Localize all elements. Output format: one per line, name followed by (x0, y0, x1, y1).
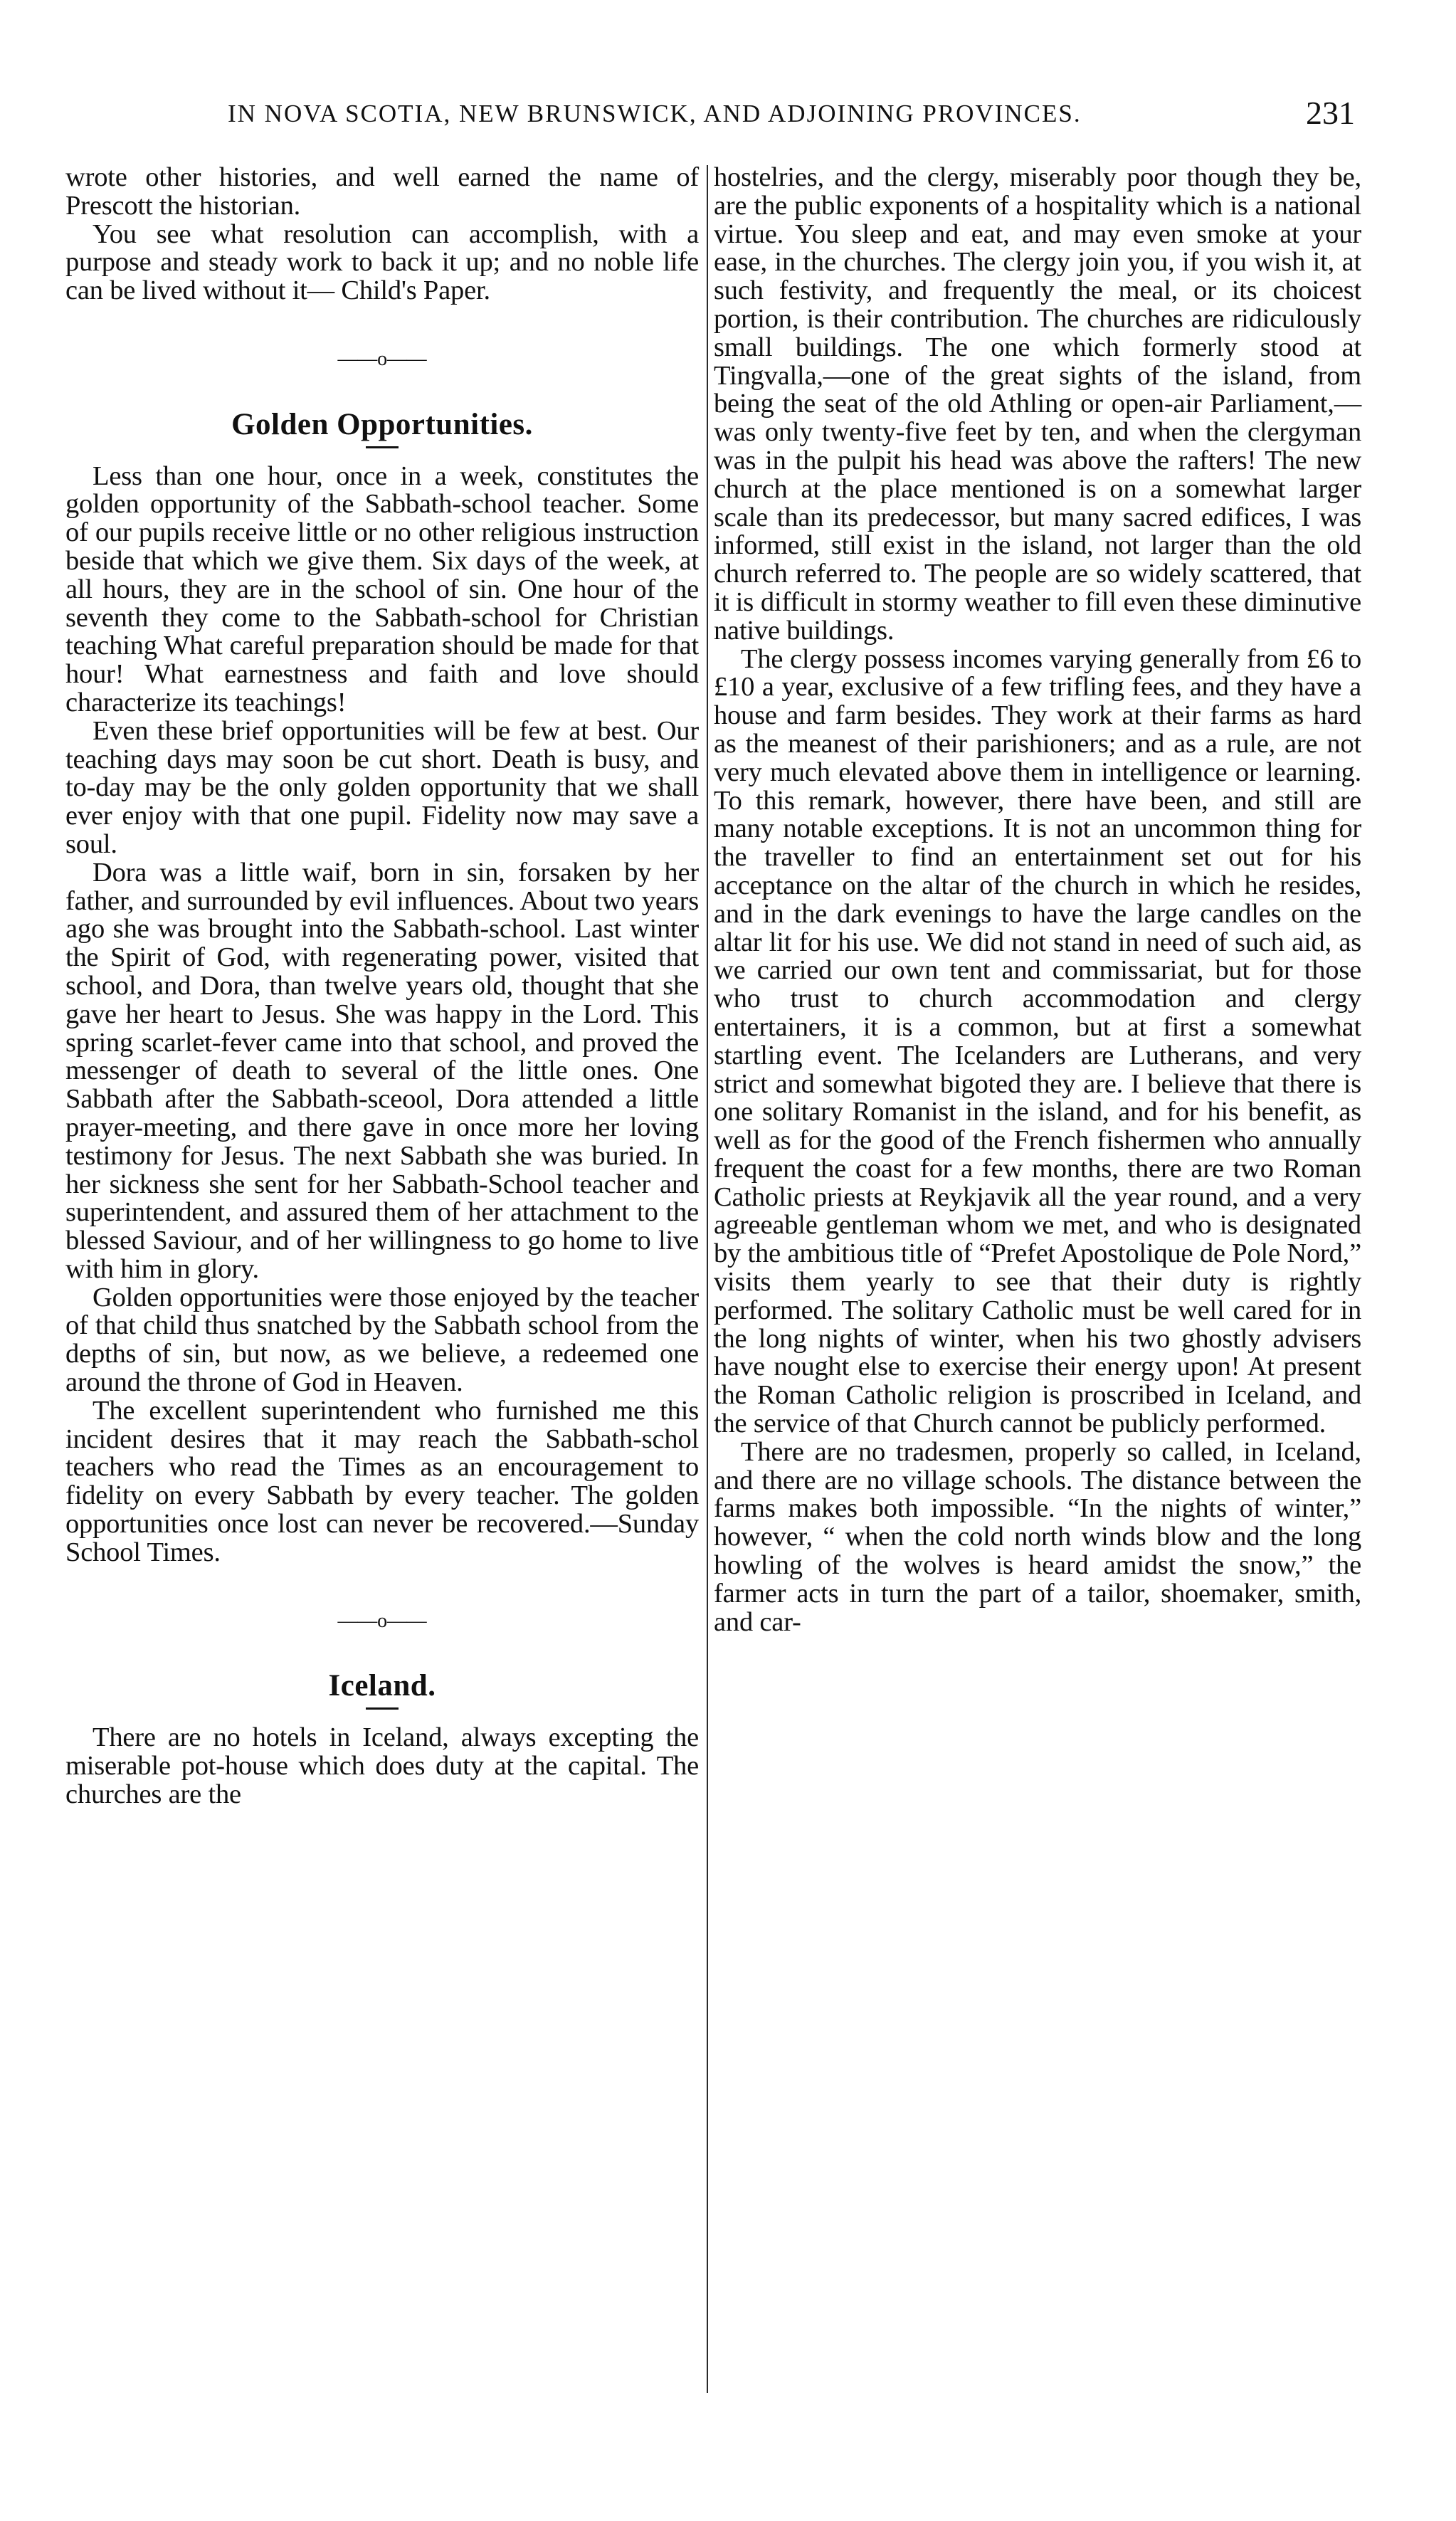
article-paragraph: Even these brief opportunities will be few at best. Our teaching days may soon be cut short. Death is busy, and to-day may be the only golden opportunity that we shall ever enjoy with that one pupil. Fidelity now may save a soul. (65, 715, 699, 859)
column-divider (707, 165, 708, 2393)
article-paragraph: Golden opportunities were those enjoyed by the teacher of that child thus snatched by the Sabbath school from the depths of sin, but now, as we believe, a redeemed one around the throne of God in Heaven. (65, 1282, 699, 1398)
right-column (714, 164, 1361, 1636)
title-dash (366, 446, 399, 448)
running-head (228, 100, 1366, 128)
page-number: 231 (1306, 95, 1355, 131)
article-paragraph: The excellent superintendent who furnished me this incident desires that it may reach the Sabbath-schol teachers who read the Times as an encouragement to fidelity on every Sabbath by every teacher. The golden opportunities once lost can never be recovered.—Sunday School Times. (65, 1395, 699, 1567)
article-paragraph: There are no hotels in Iceland, always excepting the miserable pot-house which does duty at the capital. The churches are the (65, 1722, 699, 1809)
article-title-golden-opportunities: Golden Opportunities. (231, 407, 533, 441)
article-paragraph: Dora was a little waif, born in sin, forsaken by her father, and surrounded by evil influences. About two years ago she was brought into the Sabbath-school. Last winter the Spirit of God, with regenerating power, visited that school, and Dora, than twelve years old, thought that she gave her heart to Jesus. She was happy in the Lord. This spring scarlet-fever came into that school, and proved the messenger of death to several of the little ones. One Sabbath after the Sabbath-sceool, Dora attended a little prayer-meeting, and there gave in once more her loving testimony for Jesus. The next Sabbath she was buried. In her sickness she sent for her Sabbath-School teacher and superintendent, and assured them of her attachment to the blessed Saviour, and of her willingness to go home to live with him in glory. (65, 857, 699, 1284)
article-paragraph: hostelries, and the clergy, miserably poor though they be, are the public exponents of a hospitality which is a national virtue. You sleep and eat, and may even smoke at your ease, in the churches. The clergy join you, if you wish it, at such festivity, and frequently the meal, or its choicest portion, is their contribution. The churches are ridiculously small buildings. The one which formerly stood at Tingvalla,—one of the great sights of the island, from being the seat of the old Athling or open-air Parliament,—was only twenty-five feet by ten, and when the clergyman was in the pulpit his head was above the rafters! The new church at the place mentioned is on a somewhat larger scale than its predecessor, but many sacred edifices, I was informed, still exist in the island, not larger than the old church referred to. The people are so widely scattered, that it is difficult in stormy weather to fill even these diminutive native buildings. (714, 162, 1361, 646)
article-paragraph: There are no tradesmen, properly so called, in Iceland, and there are no village schools. The distance between the farms makes both impossible. “In the nights of winter,” however, “ when the cold north winds blow and the long howling of the wolves is heard amidst the snow,” the farmer acts in turn the part of a tailor, shoemaker, smith, and car- (714, 1436, 1361, 1637)
title-dash (366, 1707, 399, 1710)
left-column (65, 164, 699, 1809)
continued-paragraph: wrote other histories, and well earned the name of Prescott the historian. (65, 162, 699, 221)
section-separator: ——o—— (337, 1609, 427, 1632)
continued-paragraph: You see what resolution can accomplish, with a purpose and steady work to back it up; and no noble life can be lived without it— Child's Paper. (65, 219, 699, 306)
section-separator: ——o—— (337, 347, 427, 370)
article-title-iceland: Iceland. (328, 1669, 436, 1703)
article-paragraph: Less than one hour, once in a week, constitutes the golden opportunity of the Sabbath-school teacher. Some of our pupils receive little or no other religious instruction beside that which we give them. Six days of the week, at all hours, they are in the school of sin. One hour of the seventh they come to the Sabbath-school for Christian teaching What careful preparation should be made for that hour! What earnestness and faith and love should characterize its teachings! (65, 460, 699, 717)
running-title: IN NOVA SCOTIA, NEW BRUNSWICK, AND ADJOINING PROVINCES. (228, 100, 1082, 127)
article-paragraph: The clergy possess incomes varying generally from £6 to £10 a year, exclusive of a few trifling fees, and they have a house and farm besides. They work at their farms as hard as the meanest of their parishioners; and as a rule, are not very much elevated above them in intelligence or learning. To this remark, however, there have been, and still are many notable exceptions. It is not an uncommon thing for the traveller to find an entertainment set out for his acceptance on the altar of the church in which he resides, and in the dark evenings to have the large candles on the altar lit for his use. We did not stand in need of such aid, as we carried our own tent and commissariat, but for those who trust to church accommodation and clergy entertainers, it is a common, but at first a somewhat startling event. The Icelanders are Lutherans, and very strict and somewhat bigoted they are. I believe that there is one solitary Romanist in the island, and for his benefit, as well as for the good of the French fishermen who annually frequent the coast for a few months, there are two Roman Catholic priests at Reykjavik all the year round, and a very agreeable gentleman whom we met, and who is designated by the ambitious title of “Prefet Apostolique de Pole Nord,” visits them yearly to see that their duty is rightly performed. The solitary Catholic must be well cared for in the long nights of winter, when his two ghostly advisers have nought else to exercise their energy upon! At present the Roman Catholic religion is proscribed in Iceland, and the service of that Church cannot be publicly performed. (714, 643, 1361, 1439)
